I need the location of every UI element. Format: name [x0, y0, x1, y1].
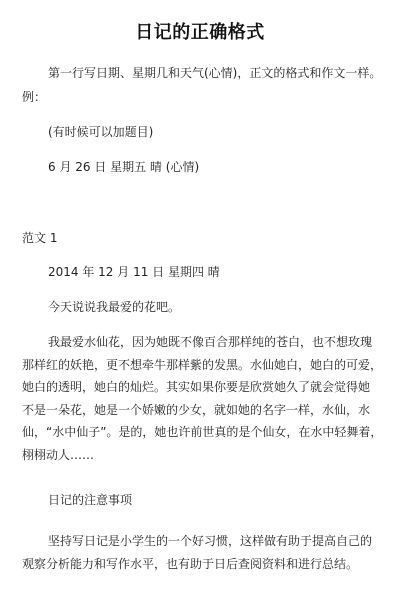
sample-body-line: 那样红的妖艳，更不想牵牛那样紫的发黑。水仙她白，她白的可爱，: [22, 357, 383, 372]
notes-body-paragraph: [22, 530, 372, 575]
sample-body-paragraph: [22, 331, 382, 466]
notes-heading: 日记的注意事项: [48, 493, 133, 507]
intro-line-2: 例：: [22, 90, 47, 104]
sample-date: 2014 年 12 月 11 日 星期四 晴: [48, 265, 220, 279]
sample-body-line: 我最爱水仙花，因为她既不像百合那样纯的苍白，也不想玫瑰: [48, 335, 373, 349]
sample-body-line: 栩栩动人……: [22, 447, 95, 462]
sample-body-line: 不是一朵花，她是一个娇嫩的少女，就如她的名字一样，水仙，水: [22, 402, 371, 417]
example-note: (有时候可以加题目): [48, 125, 154, 139]
sample-body-line: 她白的透明，她白的灿烂。其实如果你要是欣赏她久了就会觉得她: [22, 380, 371, 394]
sample-opening: 今天说说我最爱的花吧。: [48, 300, 181, 314]
sample-body-line: 仙，“水中仙子”。是的，她也许前世真的是个仙女，在水中轻舞着，: [22, 425, 383, 439]
document-title: 日记的正确格式: [135, 22, 265, 43]
notes-body-line: 坚持写日记是小学生的一个好习惯，这样做有助于提高自己的: [48, 534, 373, 548]
intro-line-1: 第一行写日期、星期几和天气(心情)，正文的格式和作文一样。: [48, 66, 382, 80]
example-date: 6 月 26 日 星期五 晴 (心情): [48, 160, 200, 174]
notes-body-line: 观察分析能力和写作水平，也有助于日后查阅资料和进行总结。: [22, 556, 359, 571]
sample-heading: 范文 1: [22, 231, 58, 245]
